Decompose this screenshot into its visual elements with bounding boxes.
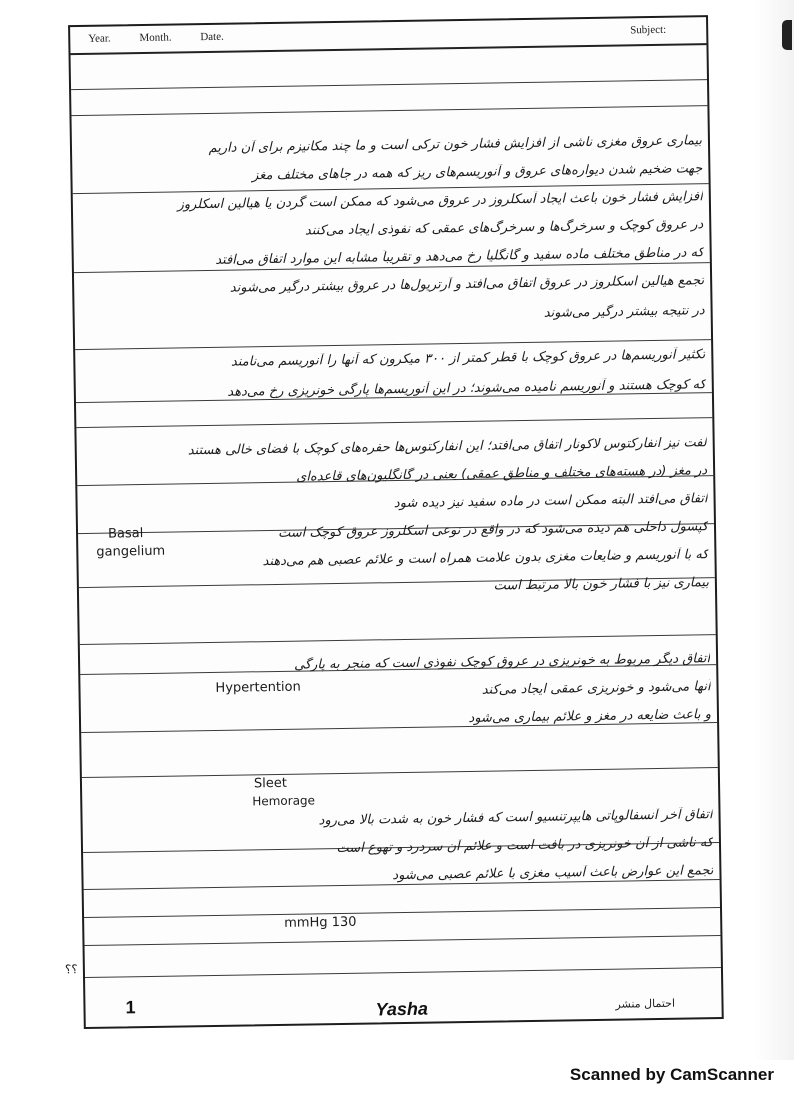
ruled-line: [85, 935, 721, 946]
text-line: که در مناطق مختلف ماده سفید و گانگلیا رخ می‌دهد و تقریباً مشابه این موارد اتفاق می‌افتد: [215, 245, 704, 268]
footer-note: احتمال منشر: [615, 996, 676, 1011]
text-line: که با آنوریسم و ضایعات مغزی بدون علامت همراه است و علائم عصبی هم می‌دهند: [262, 547, 709, 570]
annotation-basal: Basal: [107, 526, 144, 542]
ruled-line: [71, 105, 707, 116]
annotation-hemorage: Hemorage: [252, 793, 316, 809]
text-line: آنها می‌شود و خونریزی عمقی ایجاد می‌کند: [481, 679, 711, 698]
text-line: و باعث ضایعه در مغز و علائم بیماری می‌شود: [468, 707, 712, 726]
header-rule: [71, 43, 707, 55]
text-line: در عروق کوچک و سرخرگ‌ها و سرخرگ‌های عمقی که نفوذی ایجاد می‌کنند: [304, 217, 704, 239]
text-line: تجمع این عوارض باعث آسیب مغزی با علائم عصبی می‌شود: [392, 863, 714, 884]
text-line: تجمع هیالین اسکلروز در عروق اتفاق می‌افتد و آرتریول‌ها در عروق بیشتر درگیر می‌شوند: [229, 273, 705, 296]
ruled-line: [84, 907, 720, 918]
text-line: اتفاق آخر آنسفالوپاتی هایپرتنسیو است که فشار خون به شدت بالا می‌رود: [318, 807, 713, 829]
page-edge-shadow: [754, 0, 794, 1060]
binder-mark: [782, 20, 792, 50]
text-line: بیماری نیز با فشار خون بالا مرتبط است: [493, 575, 710, 594]
ruled-line: [82, 767, 718, 778]
ruled-line: [71, 79, 707, 90]
scanner-watermark: Scanned by CamScanner: [569, 1065, 774, 1084]
date-label: Date.: [200, 30, 224, 44]
ruled-lines: [70, 17, 706, 27]
annotation-mmhg: mmHg 130: [284, 914, 357, 931]
text-line: که کوچک هستند و آنوریسم نامیده می‌شوند؛ در این آنوریسم‌ها پارگی خونریزی رخ می‌دهد: [227, 377, 706, 400]
header-fields: [88, 30, 250, 45]
subject-label: Subject:: [630, 23, 667, 37]
text-line: که ناشی از آن خونریزی در بافت است و علائم آن سردرد و تهوع است: [336, 835, 714, 857]
text-line: تکثیر آنوریسم‌ها در عروق کوچک با قطر کمتر از ۳۰۰ میکرون که آنها را آنوریسم می‌نامند: [230, 347, 706, 370]
brand-logo: Yasha: [375, 998, 429, 1020]
annotation-hypertension: Hypertention: [215, 679, 301, 696]
page-frame: [64, 15, 724, 1029]
ruled-line: [76, 417, 712, 428]
text-line: اتفاق دیگر مربوط به خونریزی در عروق کوچک نفوذی است که منجر به پارگی: [293, 651, 711, 673]
text-line: بیماری عروق مغزی ناشی از افزایش فشار خون ترکی است و ما چند مکانیزم برای آن داریم: [208, 133, 703, 156]
month-label: Month.: [139, 31, 172, 45]
ruled-line: [80, 634, 716, 645]
text-line: در نتیجه بیشتر درگیر می‌شوند: [543, 303, 705, 321]
text-line: کپسول داخلی هم دیده می‌شود که در واقع در نوعی اسکلروز عروق کوچک است: [277, 519, 709, 541]
annotation-gangelium: gangelium: [96, 543, 166, 560]
year-label: Year.: [88, 32, 111, 45]
page-number: 1: [125, 997, 136, 1018]
text-line: افزایش فشار خون باعث ایجاد آسکلروز در عروق می‌شود که ممکن است گردن یا هیالین اسکلروز: [177, 189, 703, 213]
notebook-page: [62, 1, 740, 1055]
margin-note: ؟؟: [64, 962, 78, 977]
text-line: اتفاق می‌افتد البته ممکن است در ماده سفید نیز دیده شود: [393, 491, 708, 512]
text-line: جهت ضخیم شدن دیواره‌های عروق و آنوریسم‌های ریز که همه در جاهای مختلف مغز: [252, 161, 703, 184]
annotation-sleet: Sleet: [253, 775, 288, 792]
text-line: لفت نیز انفارکتوس لاکونار اتفاق می‌افتد؛ این انفارکتوس‌ها حفره‌های کوچک با فضای خالی هستند: [187, 435, 707, 459]
text-line: در مغز (در هسته‌های مختلف و مناطق عمقی) یعنی در گانگلیون‌های قاعده‌ای: [296, 463, 708, 485]
ruled-line: [85, 967, 721, 978]
